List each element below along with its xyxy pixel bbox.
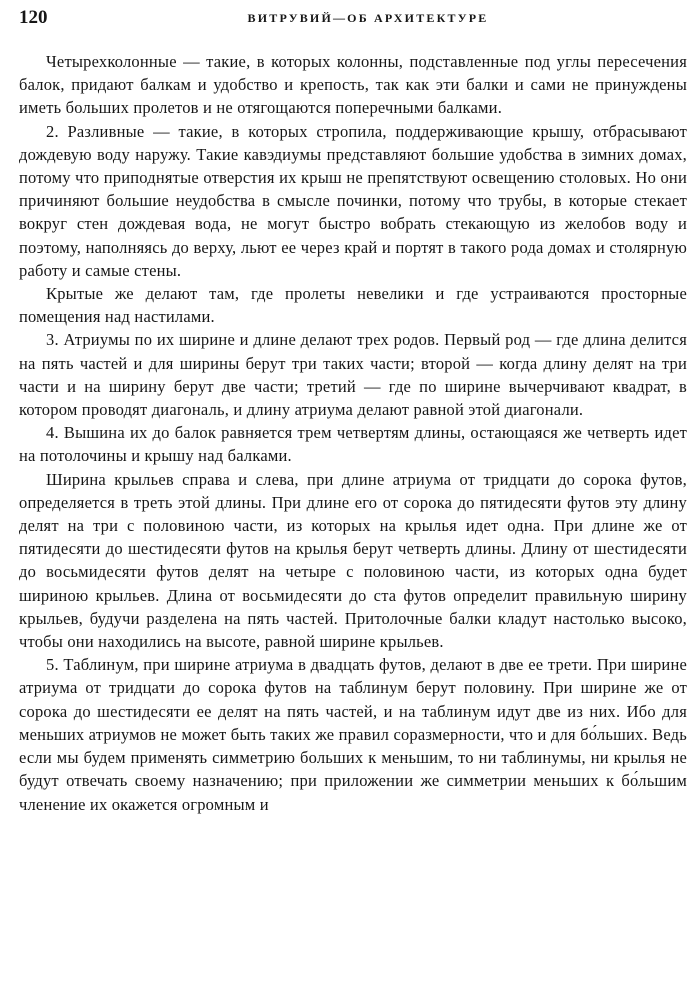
running-title: ВИТРУВИЙ—ОБ АРХИТЕКТУРЕ — [247, 11, 489, 25]
paragraph: 5. Таблинум, при ширине атриума в двадцать футов, делают в две ее трети. При ширине атриума от тридцати до сорока футов на таблинум берут половину. При ширине же от сорока до шестидесяти ее делят на пять частей, и на таблинум идут две из них. Ибо для меньших атриумов не может быть таких же правил соразмерности, что и для бо́льших. Ведь если мы будем применять симметрию больших к меньшим, то ни таблинумы, ни крылья не будут отвечать своему назначению; при приложении же симметрии меньших к бо́льшим членение их окажется огромным и — [19, 655, 687, 814]
paragraph: 4. Вышина их до балок равняется трем четвертям длины, остающаяся же четверть идет на потолочины и крышу над балками. — [19, 423, 687, 466]
paragraph: Крытые же делают там, где пролеты невелики и где устраиваются просторные помещения над настилами. — [19, 284, 687, 327]
paragraph: 3. Атриумы по их ширине и длине делают трех родов. Первый род — где длина делится на пять частей и для ширины берут три таких части; второй — когда длину делят на три части и на ширину берут две части; третий — где по ширине вычерчивают квадрат, в котором проводят диагональ, и длину атриума делают равной этой диагонали. — [19, 330, 687, 420]
paragraph: Четырехколонные — такие, в которых колонны, подставленные под углы пересечения балок, придают балкам и удобство и крепость, так как эти балки и сами не принуждены иметь больших пролетов и не отягощаются поперечными балками. — [19, 52, 687, 118]
body-text — [19, 50, 687, 816]
page-number: 120 — [19, 7, 48, 28]
paragraph: Ширина крыльев справа и слева, при длине атриума от тридцати до сорока футов, определяется в треть этой длины. При длине его от сорока до пятидесяти футов эту длину делят на три с половиною части, из которых на крылья идет одна. При длине же от пятидесяти до шестидесяти футов на крылья берут четверть длины. Длину от шестидесяти до восьмидесяти футов делят на четыре с половиною части, из которых одна будет шириною крыльев. Длина от восьмидесяти до ста футов определит правильную ширину крыльев, будучи разделена на пять частей. Притолочные балки кладут настолько высоко, чтобы они находились на высоте, равной ширине крыльев. — [19, 469, 687, 652]
page-header — [19, 6, 687, 38]
paragraph: 2. Разливные — такие, в которых стропила, поддерживающие крышу, отбрасывают дождевую воду наружу. Такие кавэдиумы представляют большие удобства в зимних домах, потому что приподнятые отверстия их крыш не препятствуют освещению столовых. Но они причиняют большие неудобства в смысле починки, потому что трубы, в которые стекает вокруг стен дождевая вода, не могут быстро вобрать стекающую из желобов воду и поэтому, наполняясь до верху, льют ее через край и портят в такого рода домах и столярную работу и самые стены. — [19, 121, 687, 280]
